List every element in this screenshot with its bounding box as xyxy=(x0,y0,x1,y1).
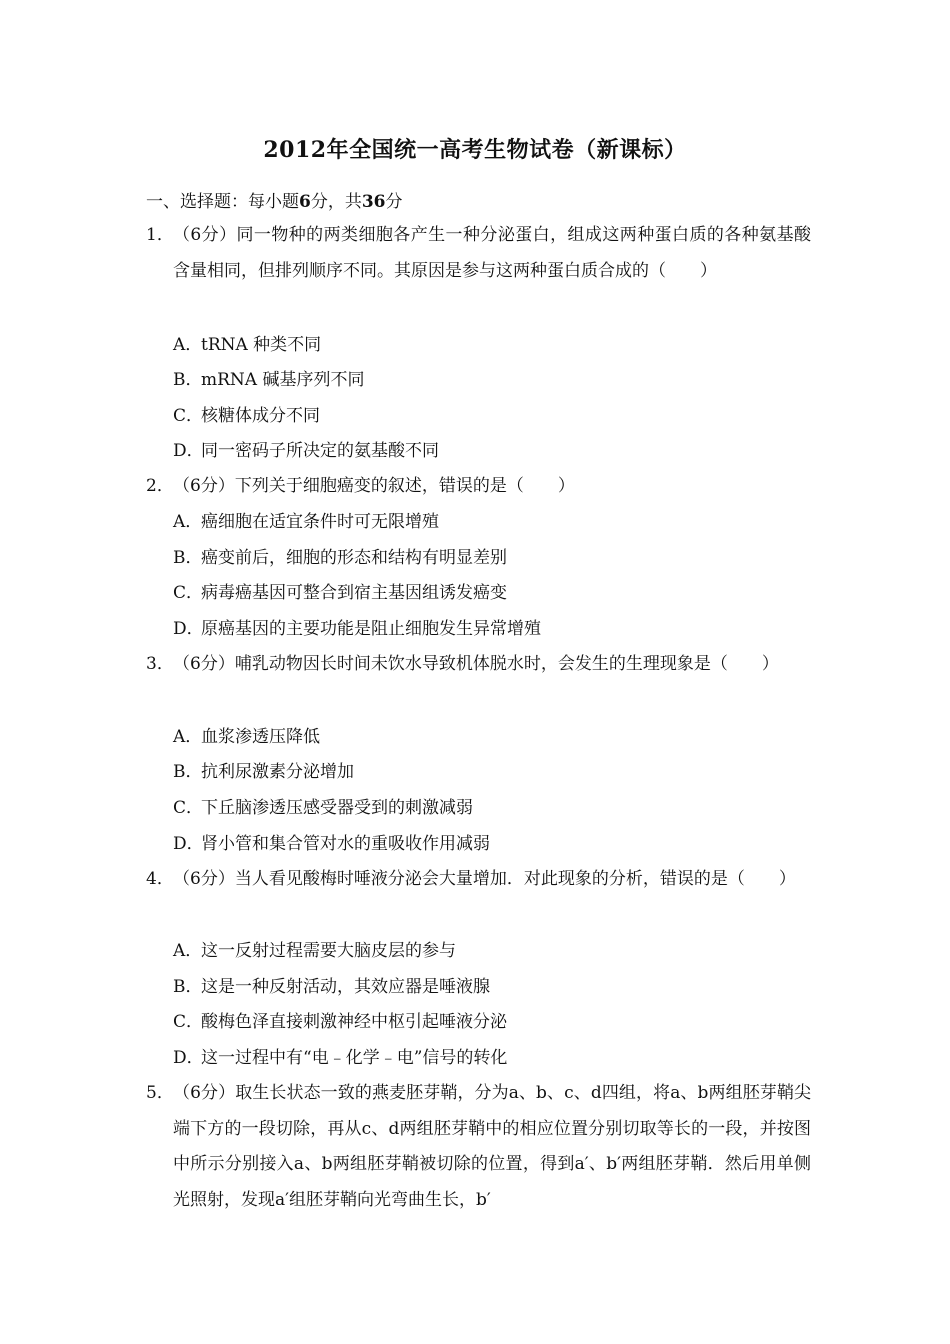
exam-title: 2012年全国统一高考生物试卷（新课标） xyxy=(263,137,687,163)
section-heading xyxy=(146,187,403,212)
option-c xyxy=(173,798,473,818)
option-letter: A． xyxy=(173,512,203,532)
option-text: 肾小管和集合管对水的重吸收作用减弱 xyxy=(201,834,490,854)
question-2 xyxy=(146,469,811,505)
option-d xyxy=(173,441,439,461)
question-4 xyxy=(146,862,811,898)
option-text: 原癌基因的主要功能是阻止细胞发生异常增殖 xyxy=(201,619,541,639)
option-text: 血浆渗透压降低 xyxy=(201,727,320,747)
option-text: 抗利尿激素分泌增加 xyxy=(201,762,354,782)
question-stem: （6分）同一物种的两类细胞各产生一种分泌蛋白，组成这两种蛋白质的各种氨基酸含量相同，但排列顺序不同。其原因是参与这两种蛋白质合成的（ ） xyxy=(173,225,811,281)
option-b xyxy=(173,977,490,997)
option-letter: B． xyxy=(173,370,203,390)
option-text: 这一过程中有“电﹣化学﹣电”信号的转化 xyxy=(201,1048,508,1068)
option-letter: A． xyxy=(173,727,203,747)
option-a xyxy=(173,941,456,961)
option-letter: D． xyxy=(173,834,204,854)
question-number: 4． xyxy=(146,869,174,889)
option-letter: D． xyxy=(173,1048,204,1068)
option-text: 病毒癌基因可整合到宿主基因组诱发癌变 xyxy=(201,583,507,603)
option-a xyxy=(173,512,439,532)
section-prefix: 一、选择题：每小题 xyxy=(146,192,299,212)
option-text: 下丘脑渗透压感受器受到的刺激减弱 xyxy=(201,798,473,818)
option-b xyxy=(173,548,507,568)
option-letter: D． xyxy=(173,441,204,461)
option-c xyxy=(173,406,320,426)
option-text: 酸梅色泽直接刺激神经中枢引起唾液分泌 xyxy=(201,1012,507,1032)
option-letter: C． xyxy=(173,1012,204,1032)
option-d xyxy=(173,619,541,639)
option-text: tRNA 种类不同 xyxy=(201,335,322,355)
option-text: 这是一种反射活动，其效应器是唾液腺 xyxy=(201,977,490,997)
question-stem: （6分）下列关于细胞癌变的叙述，错误的是（ ） xyxy=(173,476,575,496)
option-text: 癌变前后，细胞的形态和结构有明显差别 xyxy=(201,548,507,568)
option-letter: C． xyxy=(173,583,204,603)
question-1 xyxy=(146,218,811,289)
option-letter: C． xyxy=(173,406,204,426)
question-number: 1． xyxy=(146,225,174,245)
question-number: 3． xyxy=(146,654,174,674)
question-number: 5． xyxy=(146,1083,174,1103)
option-a xyxy=(173,335,321,355)
option-text: 核糖体成分不同 xyxy=(201,406,320,426)
option-c xyxy=(173,1012,507,1032)
option-b xyxy=(173,762,354,782)
section-mid: 分，共 xyxy=(310,192,362,212)
option-letter: A． xyxy=(173,941,203,961)
option-text: 同一密码子所决定的氨基酸不同 xyxy=(201,441,439,461)
option-letter: B． xyxy=(173,762,203,782)
option-text: 癌细胞在适宜条件时可无限增殖 xyxy=(201,512,439,532)
option-letter: B． xyxy=(173,977,203,997)
section-suffix: 分 xyxy=(385,192,403,212)
option-text: mRNA 碱基序列不同 xyxy=(201,370,365,390)
question-3 xyxy=(146,647,811,683)
option-d xyxy=(173,834,490,854)
question-number: 2． xyxy=(146,476,174,496)
option-letter: B． xyxy=(173,548,203,568)
question-stem: （6分）当人看见酸梅时唾液分泌会大量增加．对此现象的分析，错误的是（ ） xyxy=(173,869,796,889)
question-5 xyxy=(146,1076,811,1218)
section-total-score: 36 xyxy=(361,192,386,212)
option-letter: A． xyxy=(173,335,203,355)
option-c xyxy=(173,583,507,603)
option-d xyxy=(173,1048,507,1068)
option-letter: D． xyxy=(173,619,204,639)
section-per-score: 6 xyxy=(299,192,311,212)
option-b xyxy=(173,370,364,390)
option-text: 这一反射过程需要大脑皮层的参与 xyxy=(201,941,456,961)
question-stem: （6分）取生长状态一致的燕麦胚芽鞘，分为a、b、c、d四组，将a、b两组胚芽鞘尖端下方的一段切除，再从c、d两组胚芽鞘中的相应位置分别切取等长的一段，并按图中所示分别接入a、b两组胚芽鞘被切除的位置，得到a′、b′两组胚芽鞘．然后用单侧光照射，发现a′组胚芽鞘向光弯曲生长，b′ xyxy=(173,1083,811,1210)
option-a xyxy=(173,727,320,747)
option-letter: C． xyxy=(173,798,204,818)
question-stem: （6分）哺乳动物因长时间未饮水导致机体脱水时，会发生的生理现象是（ ） xyxy=(173,654,779,674)
